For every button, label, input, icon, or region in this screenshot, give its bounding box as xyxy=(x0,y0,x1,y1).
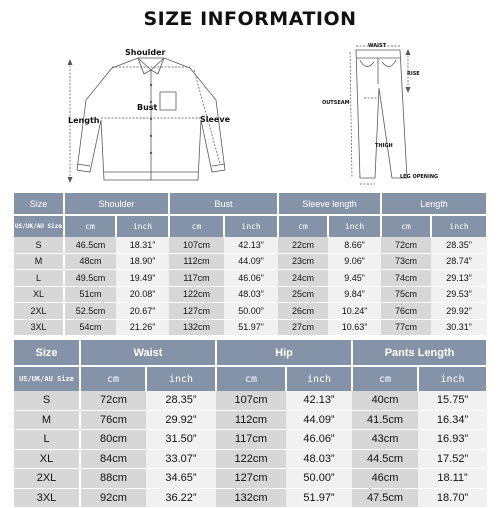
cm-value-cell: 122cm xyxy=(216,449,286,469)
cm-value-cell: 80cm xyxy=(80,430,146,450)
inch-value-cell: 17.52” xyxy=(418,449,487,469)
cm-value-cell: 27cm xyxy=(278,319,328,336)
cm-value-cell: 51cm xyxy=(64,286,116,303)
inch-value-cell: 8.66” xyxy=(328,237,381,253)
cm-value-cell: 72cm xyxy=(381,237,431,253)
page-title: SIZE INFORMATION xyxy=(143,8,357,30)
group-header: Waist xyxy=(80,340,216,366)
inch-value-cell: 9.06” xyxy=(328,253,381,270)
inch-value-cell: 44.09” xyxy=(224,253,278,270)
inch-value-cell: 19.49” xyxy=(116,270,169,287)
inch-value-cell: 20.67” xyxy=(116,303,169,320)
cm-value-cell: 92cm xyxy=(80,488,146,508)
inch-value-cell: 29.92” xyxy=(146,410,216,430)
cm-value-cell: 46cm xyxy=(352,469,418,489)
top-size-table xyxy=(14,193,488,336)
cm-value-cell: 76cm xyxy=(80,410,146,430)
group-header: Shoulder xyxy=(64,193,169,215)
unit-header: inch xyxy=(146,366,216,391)
inch-value-cell: 50.00” xyxy=(224,303,278,320)
cm-value-cell: 127cm xyxy=(169,303,224,320)
rise-label: RISE xyxy=(407,71,420,77)
size-cell: 2XL xyxy=(14,469,80,489)
cm-value-cell: 74cm xyxy=(381,270,431,287)
cm-value-cell: 40cm xyxy=(352,391,418,410)
cm-value-cell: 107cm xyxy=(169,237,224,253)
unit-header: inch xyxy=(418,366,487,391)
inch-value-cell: 29.13” xyxy=(431,270,487,287)
inch-value-cell: 21.26” xyxy=(116,319,169,336)
inch-value-cell: 10.24” xyxy=(328,303,381,320)
group-header: Pants Length xyxy=(352,340,487,366)
unit-header: cm xyxy=(64,215,116,237)
inch-value-cell: 34.65” xyxy=(146,469,216,489)
cm-value-cell: 41.5cm xyxy=(352,410,418,430)
inch-value-cell: 42.13” xyxy=(224,237,278,253)
bottom-size-table xyxy=(14,340,488,508)
inch-value-cell: 18.70” xyxy=(418,488,487,508)
size-cell: L xyxy=(14,430,80,450)
inch-value-cell: 42.13” xyxy=(286,391,352,410)
table-row xyxy=(14,391,487,410)
cm-value-cell: 49.5cm xyxy=(64,270,116,287)
inch-value-cell: 10.63” xyxy=(328,319,381,336)
sleeve-label: Sleeve xyxy=(200,115,230,124)
inch-value-cell: 29.53” xyxy=(431,286,487,303)
inch-value-cell: 9.84” xyxy=(328,286,381,303)
inch-value-cell: 46.06” xyxy=(224,270,278,287)
group-header: Bust xyxy=(169,193,278,215)
inch-value-cell: 16.93” xyxy=(418,430,487,450)
shoulder-label: Shoulder xyxy=(125,48,166,57)
outseam-label: OUTSEAM xyxy=(322,100,350,106)
cm-value-cell: 24cm xyxy=(278,270,328,287)
size-cell: 3XL xyxy=(14,319,64,336)
cm-value-cell: 117cm xyxy=(216,430,286,450)
leg-opening-label: LEG OPENING xyxy=(400,174,439,180)
inch-value-cell: 36.22” xyxy=(146,488,216,508)
table-row xyxy=(14,253,487,270)
size-header: Size xyxy=(14,340,80,366)
inch-value-cell: 18.11” xyxy=(418,469,487,489)
inch-value-cell: 51.97” xyxy=(224,319,278,336)
cm-value-cell: 76cm xyxy=(381,303,431,320)
cm-value-cell: 23cm xyxy=(278,253,328,270)
cm-value-cell: 75cm xyxy=(381,286,431,303)
cm-value-cell: 25cm xyxy=(278,286,328,303)
unit-header: cm xyxy=(278,215,328,237)
inch-value-cell: 9.45” xyxy=(328,270,381,287)
inch-value-cell: 48.03” xyxy=(224,286,278,303)
table-row xyxy=(14,303,487,320)
unit-header: inch xyxy=(286,366,352,391)
size-cell: 3XL xyxy=(14,488,80,508)
inch-value-cell: 46.06” xyxy=(286,430,352,450)
cm-value-cell: 112cm xyxy=(169,253,224,270)
group-header: Hip xyxy=(216,340,352,366)
table-row xyxy=(14,488,487,508)
cm-value-cell: 44.5cm xyxy=(352,449,418,469)
group-header: Sleeve length xyxy=(278,193,381,215)
inch-value-cell: 20.08” xyxy=(116,286,169,303)
cm-value-cell: 43cm xyxy=(352,430,418,450)
inch-value-cell: 28.35” xyxy=(146,391,216,410)
inch-value-cell: 31.50” xyxy=(146,430,216,450)
pants-diagram xyxy=(330,38,440,188)
size-header: Size xyxy=(14,193,64,215)
size-cell: S xyxy=(14,391,80,410)
unit-header: cm xyxy=(352,366,418,391)
inch-value-cell: 15.75” xyxy=(418,391,487,410)
size-cell: M xyxy=(14,253,64,270)
size-subheader: US/UK/AU Size xyxy=(14,215,64,237)
unit-header: cm xyxy=(216,366,286,391)
cm-value-cell: 132cm xyxy=(169,319,224,336)
size-subheader: US/UK/AU Size xyxy=(14,366,80,391)
table-row xyxy=(14,270,487,287)
cm-value-cell: 52.5cm xyxy=(64,303,116,320)
size-cell: XL xyxy=(14,286,64,303)
cm-value-cell: 46.5cm xyxy=(64,237,116,253)
unit-header: inch xyxy=(431,215,487,237)
inch-value-cell: 18.31” xyxy=(116,237,169,253)
inch-value-cell: 18.90” xyxy=(116,253,169,270)
inch-value-cell: 33.07” xyxy=(146,449,216,469)
unit-header: inch xyxy=(116,215,169,237)
unit-header: inch xyxy=(328,215,381,237)
cm-value-cell: 117cm xyxy=(169,270,224,287)
cm-value-cell: 72cm xyxy=(80,391,146,410)
inch-value-cell: 30.31” xyxy=(431,319,487,336)
cm-value-cell: 77cm xyxy=(381,319,431,336)
cm-value-cell: 26cm xyxy=(278,303,328,320)
table-row xyxy=(14,410,487,430)
cm-value-cell: 48cm xyxy=(64,253,116,270)
inch-value-cell: 48.03” xyxy=(286,449,352,469)
thigh-label: THIGH xyxy=(375,143,393,149)
table-row xyxy=(14,237,487,253)
inch-value-cell: 28.35” xyxy=(431,237,487,253)
size-cell: 2XL xyxy=(14,303,64,320)
cm-value-cell: 73cm xyxy=(381,253,431,270)
cm-value-cell: 47.5cm xyxy=(352,488,418,508)
cm-value-cell: 54cm xyxy=(64,319,116,336)
table-row xyxy=(14,286,487,303)
inch-value-cell: 50.00” xyxy=(286,469,352,489)
bust-label: Bust xyxy=(137,103,158,112)
inch-value-cell: 29.92” xyxy=(431,303,487,320)
unit-header: cm xyxy=(80,366,146,391)
size-cell: S xyxy=(14,237,64,253)
unit-header: inch xyxy=(224,215,278,237)
cm-value-cell: 84cm xyxy=(80,449,146,469)
length-label: Length xyxy=(68,116,100,125)
cm-value-cell: 88cm xyxy=(80,469,146,489)
waist-label: WAIST xyxy=(368,43,387,49)
table-row xyxy=(14,319,487,336)
inch-value-cell: 44.09” xyxy=(286,410,352,430)
group-header: Length xyxy=(381,193,487,215)
cm-value-cell: 122cm xyxy=(169,286,224,303)
size-cell: M xyxy=(14,410,80,430)
inch-value-cell: 16.34” xyxy=(418,410,487,430)
size-cell: L xyxy=(14,270,64,287)
cm-value-cell: 22cm xyxy=(278,237,328,253)
unit-header: cm xyxy=(169,215,224,237)
cm-value-cell: 112cm xyxy=(216,410,286,430)
inch-value-cell: 51.97” xyxy=(286,488,352,508)
cm-value-cell: 127cm xyxy=(216,469,286,489)
inch-value-cell: 28.74” xyxy=(431,253,487,270)
table-row xyxy=(14,449,487,469)
size-cell: XL xyxy=(14,449,80,469)
table-row xyxy=(14,469,487,489)
unit-header: cm xyxy=(381,215,431,237)
cm-value-cell: 132cm xyxy=(216,488,286,508)
table-row xyxy=(14,430,487,450)
cm-value-cell: 107cm xyxy=(216,391,286,410)
